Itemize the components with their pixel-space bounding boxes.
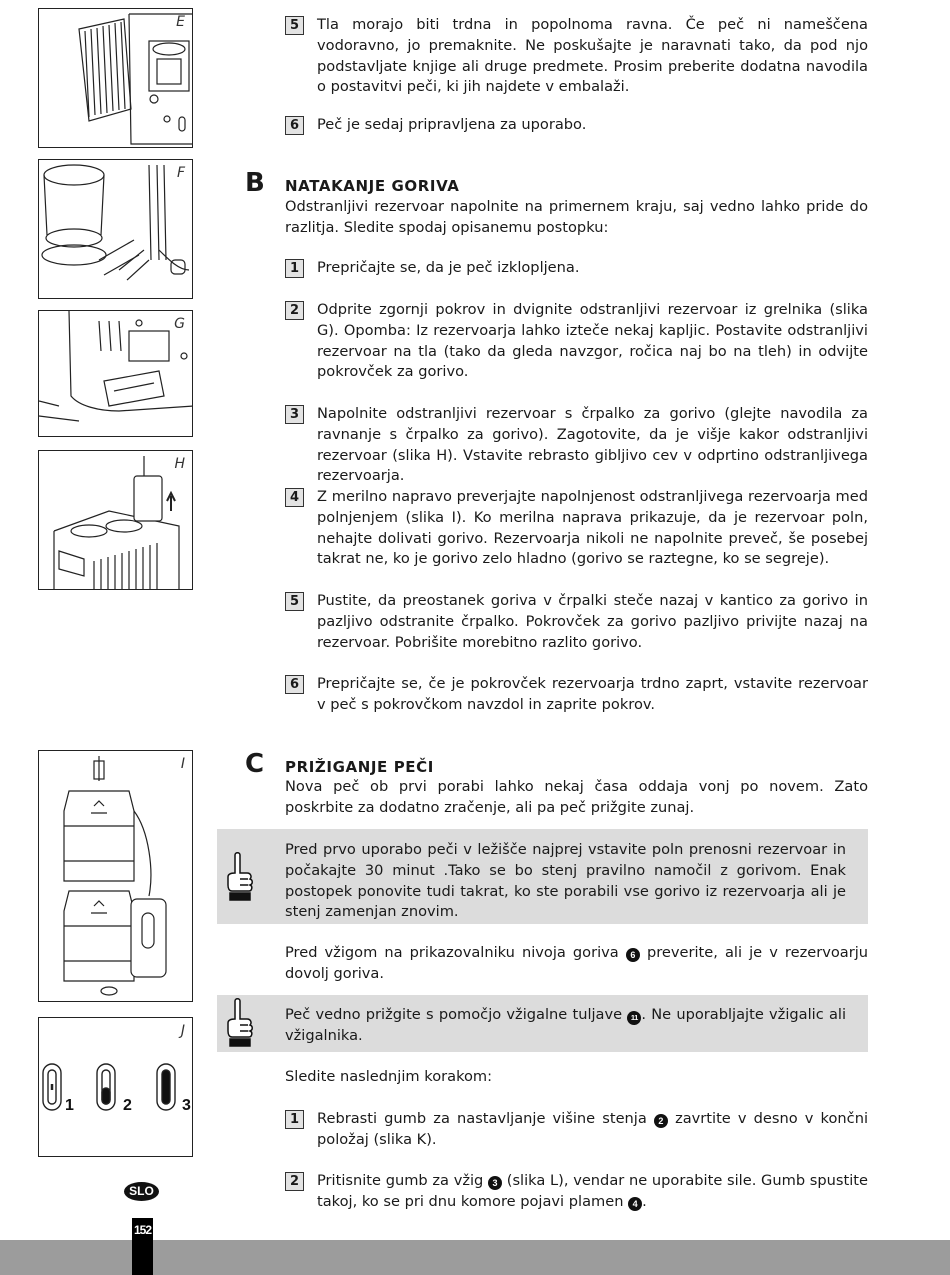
gauge-check-paragraph <box>285 943 868 985</box>
step-number: 6 <box>285 116 304 135</box>
step-text: Prepričajte se, če je pokrovček rezervoarja trdno zaprt, vstavite rezervoar v peč s pokrovčkom navzdol in zaprite pokrov. <box>317 675 868 713</box>
step-number: 1 <box>285 1110 304 1129</box>
step-a5 <box>285 15 868 98</box>
ref-marker-4: 4 <box>628 1197 642 1211</box>
figure-f <box>38 159 193 299</box>
text-fragment: zavrtite v desno v končni položaj (slika K). <box>317 1110 868 1148</box>
step-number: 5 <box>285 16 304 35</box>
follow-steps-text: Sledite naslednjim korakom: <box>285 1068 493 1085</box>
text-fragment: Peč vedno prižgite s pomočjo vžigalne tuljave <box>285 1006 623 1023</box>
step-text: Odprite zgornji pokrov in dvignite odstranljivi rezervoar iz grelnika (slika G). Opomba: Iz rezervoarja lahko izteče nekaj kapljic. Postavite odstranljivi rezervoar na tla (tako da gleda navzgor, ročica naj bo na tleh) in odvijte pokrovček za gorivo. <box>317 301 868 381</box>
pointing-hand-icon <box>223 851 257 907</box>
step-b2 <box>285 300 868 383</box>
figure-h-label: H <box>174 456 185 472</box>
step-text: Napolnite odstranljivi rezervoar s črpalko za gorivo (glejte navodila za ravnanje s črpalko za gorivo). Zagotovite, da je višje kakor odstranljivi rezervoar (slika H). Vstavite rebrasto gibljivo cev v odprtino odstranljivega rezervoarja. <box>317 405 868 485</box>
section-b-title: NATAKANJE GORIVA <box>285 177 460 195</box>
step-text <box>317 1171 868 1213</box>
note-text <box>285 1005 846 1047</box>
step-number: 4 <box>285 488 304 507</box>
step-b4 <box>285 487 868 570</box>
heater-grille-illustration <box>39 9 193 148</box>
figure-g-label: G <box>174 316 185 332</box>
gauge-level-illustration <box>39 1018 193 1157</box>
step-text: Peč je sedaj pripravljena za uporabo. <box>317 116 587 133</box>
text-fragment: Pred vžigom na prikazovalniku nivoja goriva <box>285 944 619 961</box>
gauge-level-2-label: 2 <box>123 1097 132 1114</box>
step-text <box>317 1109 868 1151</box>
language-badge: SLO <box>124 1182 159 1201</box>
step-number: 2 <box>285 301 304 320</box>
step-text: Prepričajte se, da je peč izklopljena. <box>317 259 580 276</box>
step-number: 6 <box>285 675 304 694</box>
page-number: 152 <box>132 1218 153 1275</box>
fill-gauge-illustration <box>39 751 193 1002</box>
step-number: 1 <box>285 259 304 278</box>
gauge-level-1-label: 1 <box>65 1097 74 1114</box>
text-fragment: Rebrasti gumb za nastavljanje višine stenja <box>317 1110 647 1127</box>
ref-marker-6: 6 <box>626 948 640 962</box>
ref-marker-3: 3 <box>488 1176 502 1190</box>
ref-marker-2: 2 <box>654 1114 668 1128</box>
step-b3 <box>285 404 868 487</box>
step-number: 2 <box>285 1172 304 1191</box>
tank-lift-illustration <box>39 311 193 437</box>
figure-i-label: I <box>180 756 185 772</box>
fuel-cap-illustration <box>39 160 193 299</box>
step-number: 5 <box>285 592 304 611</box>
figure-g <box>38 310 193 437</box>
step-b6 <box>285 674 868 716</box>
note-text: Pred prvo uporabo peči v ležišče najprej vstavite poln prenosni rezervoar in počakajte 30 minut .Tako se bo stenj pravilno namočil z gorivom. Enak postopek ponovite tudi takrat, ko ste porabili vse gorivo iz rezervoarja ali je stenj zamenjan znovim. <box>285 841 846 921</box>
section-b-intro: Odstranljivi rezervoar napolnite na primernem kraju, saj vedno lahko pride do razlitja. Sledite spodaj opisanemu postopku: <box>285 198 868 236</box>
figure-e-label: E <box>176 14 185 30</box>
step-b1 <box>285 258 868 279</box>
step-text: Pustite, da preostanek goriva v črpalki steče nazaj v kantico za gorivo in pazljivo odstranite črpalko. Pokrovček za gorivo pazljivo privijte nazaj na rezervoar. Pobrišite morebitno razlito gorivo. <box>317 592 868 651</box>
section-c-intro: Nova peč ob prvi porabi lahko nekaj časa oddaja vonj po novem. Zato poskrbite za dodatno zračenje, ali pa peč prižgite zunaj. <box>285 778 868 816</box>
step-text: Z merilno napravo preverjajte napolnjenost odstranljivega rezervoarja med polnjenjem (slika I). Ko merilna naprava prikazuje, da je rezervoar poln, nehajte dolivati gorivo. Rezervoarja nikoli ne napolnite preveč, še posebej takrat ne, ko je gorivo zelo hladno (gorivo se raztegne, ko se segreje). <box>317 488 868 568</box>
text-fragment: (slika L), vendar ne uporabite sile. Gumb spustite takoj, ko se pri dnu komore pojavi plamen <box>317 1172 869 1210</box>
warning-note-ignition <box>217 995 868 1052</box>
text-fragment: . <box>642 1192 647 1210</box>
step-b5 <box>285 591 868 653</box>
step-a6 <box>285 115 868 136</box>
step-c1 <box>285 1109 868 1151</box>
gauge-level-3-label: 3 <box>182 1097 191 1114</box>
text-fragment: preverite, ali je v rezervoarju dovolj goriva. <box>285 944 869 982</box>
figure-i <box>38 750 193 1002</box>
section-c-title: PRIŽIGANJE PEČI <box>285 758 434 776</box>
figure-j <box>38 1017 193 1157</box>
text-fragment: . Ne uporabljajte vžigalic ali vžigalnika. <box>285 1006 846 1044</box>
fuel-pump-illustration <box>39 451 193 590</box>
ref-marker-11: 11 <box>627 1011 641 1025</box>
figure-e <box>38 8 193 148</box>
pointing-hand-icon <box>223 997 257 1053</box>
section-b-letter: B <box>245 168 265 198</box>
step-number: 3 <box>285 405 304 424</box>
warning-note-first-use <box>217 829 868 924</box>
step-c2 <box>285 1171 868 1213</box>
step-text: Tla morajo biti trdna in popolnoma ravna. Če peč ni nameščena vodoravno, jo premaknite. Ne poskušajte je naravnati tako, da pod njo podstavljate knjige ali druge predmete. Prosim preberite dodatna navodila o postavitvi peči, ki jih najdete v embalaži. <box>317 16 868 96</box>
text-fragment: Pritisnite gumb za vžig <box>317 1172 484 1189</box>
section-c-letter: C <box>245 749 265 779</box>
figure-f-label: F <box>176 165 185 181</box>
figure-h <box>38 450 193 590</box>
figure-j-label: J <box>180 1023 185 1039</box>
